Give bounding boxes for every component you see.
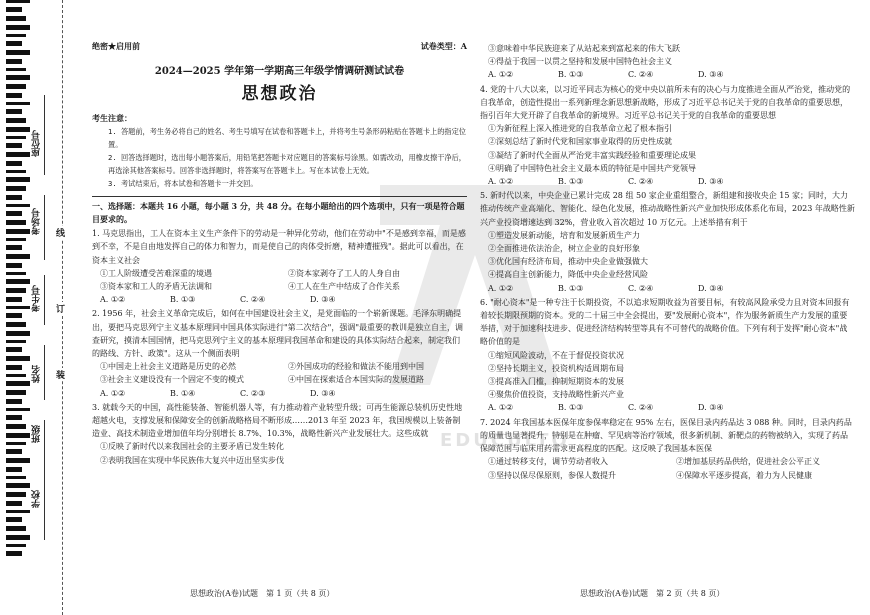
barcode-bar xyxy=(6,313,22,318)
field-exam-room: 考场号 xyxy=(32,208,42,235)
barcode-bar xyxy=(6,347,22,352)
field-line-class xyxy=(44,420,45,465)
option: ②外国成功的经验和做法不能用到中国 xyxy=(288,362,424,372)
barcode-bar xyxy=(6,143,22,148)
option: ③资本家和工人的矛盾无法调和 xyxy=(100,282,212,292)
barcode xyxy=(6,0,30,615)
question-1 xyxy=(92,227,467,306)
barcode-bar xyxy=(6,306,30,309)
barcode-bar xyxy=(6,476,26,479)
answer-choices xyxy=(480,68,855,81)
barcode-bar xyxy=(6,449,22,454)
field-class: 班级 xyxy=(32,425,42,443)
field-line-id xyxy=(44,275,45,325)
option: ①缩短风险波动，不在于督促投资状况 xyxy=(488,350,624,360)
barcode-bar xyxy=(6,118,26,123)
choice-d: D. ③④ xyxy=(310,388,336,398)
choice-c: C. ②④ xyxy=(628,283,654,293)
notice-item-1: 1. 答题前，考生务必将自己的姓名、考生号填写在试卷和答题卡上，并将考生号条形码粘贴在答题卡上的指定位置。 xyxy=(108,126,466,149)
divider xyxy=(92,196,467,197)
field-name: 姓名 xyxy=(32,365,42,383)
question-stem: 3. 就载今天的中国，高性能装备、智能机器人等，有力推动着产业转型升级；可再生能源总装机历史性地超越火电，支撑发展和保障安全的创新战略格局不断形成……2013 年至 2023 年，我国规模以上装备制造业、高技术制造业增加值年均分别增长 8.7%、10.3%，战略性新兴产业发展壮大。这些成就 xyxy=(92,402,463,439)
barcode-bar xyxy=(6,127,30,132)
option: ③社会主义建设没有一个固定不变的模式 xyxy=(100,375,244,385)
notice-item-3: 3. 考试结束后，将本试卷和答题卡一并交回。 xyxy=(108,178,258,188)
option: ②资本家剥夺了工人的人身自由 xyxy=(288,268,400,278)
question-4 xyxy=(480,83,855,189)
option: ③优化国有经济布局，推动中央企业做强做大 xyxy=(488,257,648,267)
choice-b: B. ①③ xyxy=(558,70,584,80)
choice-c: C. ②③ xyxy=(240,388,266,398)
barcode-bar xyxy=(6,374,26,377)
barcode-bar xyxy=(6,381,30,386)
barcode-bar xyxy=(6,415,22,420)
barcode-bar xyxy=(6,186,26,191)
choice-a: A. ①② xyxy=(488,403,514,413)
answer-choices xyxy=(480,175,855,188)
option: ③意味着中华民族迎来了从站起来到富起来的伟大飞跃 xyxy=(488,44,680,53)
field-line-school xyxy=(44,460,45,540)
choice-b: B. ①③ xyxy=(558,283,584,293)
binding-mark-order: 订 xyxy=(56,302,65,315)
choice-d: D. ③④ xyxy=(698,283,724,293)
question-7 xyxy=(480,416,855,482)
section-one-heading: 一、选择题：本题共 16 小题，每小题 3 分，共 48 分。在每小题给出的四个选项中，只有一项是符合题目要求的。 xyxy=(92,200,465,225)
option: ②坚持长期主义，投资机构适周期布局 xyxy=(488,363,624,373)
barcode-bar xyxy=(6,204,30,207)
barcode-bar xyxy=(6,467,22,472)
barcode-bar xyxy=(6,68,26,71)
option: ④中国在探索适合本国实际的发展道路 xyxy=(288,375,424,385)
option: ④提高自主创新能力，降低中央企业经营风险 xyxy=(488,270,648,280)
barcode-bar xyxy=(6,75,30,80)
barcode-bar xyxy=(6,408,30,411)
page-2-column xyxy=(480,42,855,482)
option: ②深刻总结了新时代党和国家事业取得的历史性成就 xyxy=(488,137,672,147)
option: ①中国走上社会主义道路是历史的必然 xyxy=(100,362,236,372)
option: ④工人在生产中结成了合作关系 xyxy=(288,282,400,292)
barcode-bar xyxy=(6,331,30,336)
choice-a: A. ①② xyxy=(100,295,126,305)
page-1-column xyxy=(92,40,467,467)
exam-title: 2024—2025 学年第一学期高三年级学情调研测试试卷 xyxy=(154,66,405,78)
barcode-bar xyxy=(6,220,26,225)
answer-choices xyxy=(92,293,467,306)
paper-type-label: 试卷类型：A xyxy=(420,41,467,51)
watermark-text: EDUCULTO xyxy=(440,430,570,451)
binding-mark-bind: 装 xyxy=(56,368,65,381)
field-school: 学校 xyxy=(32,490,42,508)
barcode-bar xyxy=(6,16,26,21)
barcode-bar xyxy=(6,50,30,55)
option: ④明确了中国特色社会主义最本质的特征是中国共产党领导 xyxy=(488,163,696,173)
option: ①工人阶级遭受苦难深重的境遇 xyxy=(100,268,212,278)
field-candidate-id: 考生号 xyxy=(32,285,42,312)
barcode-bar xyxy=(6,229,30,234)
barcode-bar xyxy=(6,177,30,182)
barcode-bar xyxy=(6,136,26,139)
option: ①为新征程上深入推进党的自我革命立起了根本指引 xyxy=(488,124,672,134)
barcode-bar xyxy=(6,7,22,12)
barcode-bar xyxy=(6,0,30,3)
footer-page-1: 思想政治(A卷)试题 第 1 页（共 8 页） xyxy=(190,589,335,598)
barcode-bar xyxy=(6,551,22,556)
barcode-bar xyxy=(6,263,22,268)
barcode-bar xyxy=(6,279,30,284)
barcode-bar xyxy=(6,161,22,166)
notice-heading: 考生注意： xyxy=(92,112,132,123)
question-stem: 5. 新时代以来，中央企业已累计完成 28 组 50 家企业重组整合，新组建和接收央企 15 家；同时，大力推动传统产业高端化、智能化、绿色化发展，推动战略性新兴产业加快形成体系化布局，2023 年战略性新兴产业投资增速达到 32%，营业收入首次超过 10 万亿元。上述举措有利于 xyxy=(480,191,855,227)
choice-c: C. ②④ xyxy=(628,70,654,80)
question-stem: 1. 马克思指出，工人在资本主义生产条件下的劳动是一种异化劳动，他们在劳动中"不是感到幸福，而是感到不幸，不是自由地发挥自己的体力和智力，而是使自己的肉体受折磨，精神遭摧残"。据此可以看出，在资本主义社会 xyxy=(92,229,466,265)
question-2 xyxy=(92,307,467,399)
option: ②表明我国在实现中华民族伟大复兴中迈出坚实步伐 xyxy=(100,455,284,465)
barcode-bar xyxy=(6,483,30,488)
choice-a: A. ①② xyxy=(488,70,514,80)
footer-page-2: 思想政治(A卷)试题 第 2 页（共 8 页） xyxy=(580,589,725,598)
barcode-bar xyxy=(6,238,26,241)
option: ③凝结了新时代全面从严治党丰富实践经验和重要理论成果 xyxy=(488,150,696,160)
header-row xyxy=(92,40,467,53)
barcode-bar xyxy=(6,517,22,522)
question-stem: 2. 1956 年，社会主义革命完成后，如何在中国建设社会主义，是党面临的一个崭新课题。毛泽东明确提出，要把马克思列宁主义基本原理同中国具体实际进行"第二次结合"，强调"最重要的教训是独立自主，调查研究，摸清本国国情，把马克思列宁主义的基本原理同我国革命和建设的具体实际结合起来，制定我们的路线、方针、政策"。这从一个侧面表明 xyxy=(92,309,464,359)
barcode-bar xyxy=(6,41,22,46)
option: ④得益于我国一以贯之坚持和发展中国特色社会主义 xyxy=(488,57,672,67)
barcode-bar xyxy=(6,25,30,30)
barcode-bar xyxy=(6,272,26,275)
binding-mark-line: 线 xyxy=(56,226,65,239)
barcode-bar xyxy=(6,501,22,506)
barcode-bar xyxy=(6,152,30,157)
question-3 xyxy=(92,401,467,467)
choice-d: D. ③④ xyxy=(310,295,336,305)
barcode-bar xyxy=(6,433,30,438)
barcode-bar xyxy=(6,102,30,105)
barcode-bar xyxy=(6,492,26,497)
option: ①通过转移支付，调节劳动者收入 xyxy=(488,457,608,467)
barcode-bar xyxy=(6,340,26,343)
choice-b: B. ①③ xyxy=(170,295,196,305)
barcode-bar xyxy=(6,84,26,89)
option: ③提高准入门槛，抑制短期资本的发展 xyxy=(488,377,624,387)
barcode-bar xyxy=(6,93,22,98)
option: ①塑造发展新动能，培育和发展新质生产力 xyxy=(488,230,640,240)
barcode-bar xyxy=(6,442,26,445)
field-seat-number: 座位号 xyxy=(32,130,42,157)
barcode-bar xyxy=(6,59,22,64)
barcode-bar xyxy=(6,34,26,37)
barcode-bar xyxy=(6,170,26,173)
choice-c: C. ②④ xyxy=(628,403,654,413)
choice-c: C. ②④ xyxy=(240,295,266,305)
option: ①反映了新时代以来我国社会的主要矛盾已发生转化 xyxy=(100,442,284,452)
barcode-bar xyxy=(6,322,26,327)
barcode-bar xyxy=(6,544,26,547)
answer-choices xyxy=(480,282,855,295)
answer-choices xyxy=(92,387,467,400)
choice-d: D. ③④ xyxy=(698,403,724,413)
barcode-bar xyxy=(6,245,22,250)
question-stem: 7. 2024 年我国基本医保年度参保率稳定在 95% 左右，医保目录内药品达 3 088 种。同时，目录内药品的质量也显著提升，特别是在肿瘤、罕见病等治疗领域，很多新机制、新靶点的药物被纳入，实现了药品保障范围与临床用药需求更高程度的匹配。这反映了我国基本医保 xyxy=(480,417,852,454)
notice-item-2: 2. 回答选择题时，选出每小题答案后，用铅笔把答题卡对应题目的答案标号涂黑。如需改动，用橡皮擦干净后，再选涂其他答案标号。回答非选择题时，将答案写在答题卡上。写在本试卷上无效。 xyxy=(108,152,466,175)
barcode-bar xyxy=(6,288,26,293)
barcode-bar xyxy=(6,458,30,463)
question-6 xyxy=(480,296,855,415)
choice-d: D. ③④ xyxy=(698,70,724,80)
barcode-bar xyxy=(6,424,26,429)
choice-a: A. ①② xyxy=(488,283,514,293)
barcode-bar xyxy=(6,195,22,200)
barcode-bar xyxy=(6,356,30,361)
choice-a: A. ①② xyxy=(100,388,126,398)
choice-b: B. ①③ xyxy=(558,403,584,413)
answer-choices xyxy=(480,401,855,414)
barcode-bar xyxy=(6,535,30,540)
field-line-room xyxy=(44,195,45,260)
barcode-bar xyxy=(6,254,30,259)
confidential-label: 绝密★启用前 xyxy=(92,41,140,51)
barcode-bar xyxy=(6,211,22,216)
barcode-bar xyxy=(6,510,30,513)
question-stem: 6. "耐心资本"是一种专注于长期投资，不以追求短期收益为首要目标，有较高风险承受力且对资本回报有着较长期限预期的资本。党的二十届三中全会提出，要"发展耐心资本"，作为服务新质生产力发展的重要举措，对于加速科技进步、促进经济结构转型等具有不可替代的战略价值。下列有利于发挥"耐心资本"战略价值的是 xyxy=(480,297,850,347)
field-line-seat xyxy=(44,95,45,175)
subject-title: 思想政治 xyxy=(241,84,318,105)
choice-b: B. ①③ xyxy=(558,177,584,187)
field-line-name xyxy=(44,345,45,400)
choice-d: D. ③④ xyxy=(698,177,724,187)
choice-b: B. ①④ xyxy=(170,388,196,398)
barcode-bar xyxy=(6,365,22,370)
barcode-bar xyxy=(6,390,26,395)
option: ④保障水平逐步提高，着力为人民健康 xyxy=(676,470,812,480)
option: ③坚持以保尽保原则，参保人数提升 xyxy=(488,470,616,480)
option: ②全面推进依法治企，树立企业的良好形象 xyxy=(488,244,640,254)
barcode-bar xyxy=(6,297,22,302)
barcode-bar xyxy=(6,109,22,114)
choice-c: C. ②④ xyxy=(628,177,654,187)
question-stem: 4. 党的十八大以来，以习近平同志为核心的党中央以前所未有的决心与力度推进全面从严治党，推动党的自我革命，创造性提出一系列新理念新思想新战略，形成了习近平总书记关于党的自我革命的重要思想，指引百年大党开辟了自我革命的新境界。习近平总书记关于党的自我革命的重要思想 xyxy=(480,84,851,121)
barcode-bar xyxy=(6,526,26,531)
barcode-bar xyxy=(6,399,22,404)
choice-a: A. ①② xyxy=(488,177,514,187)
option: ②增加基层药品供给，促进社会公平正义 xyxy=(676,457,820,467)
option: ④聚焦价值投资，支持战略性新兴产业 xyxy=(488,390,624,400)
question-5 xyxy=(480,189,855,295)
